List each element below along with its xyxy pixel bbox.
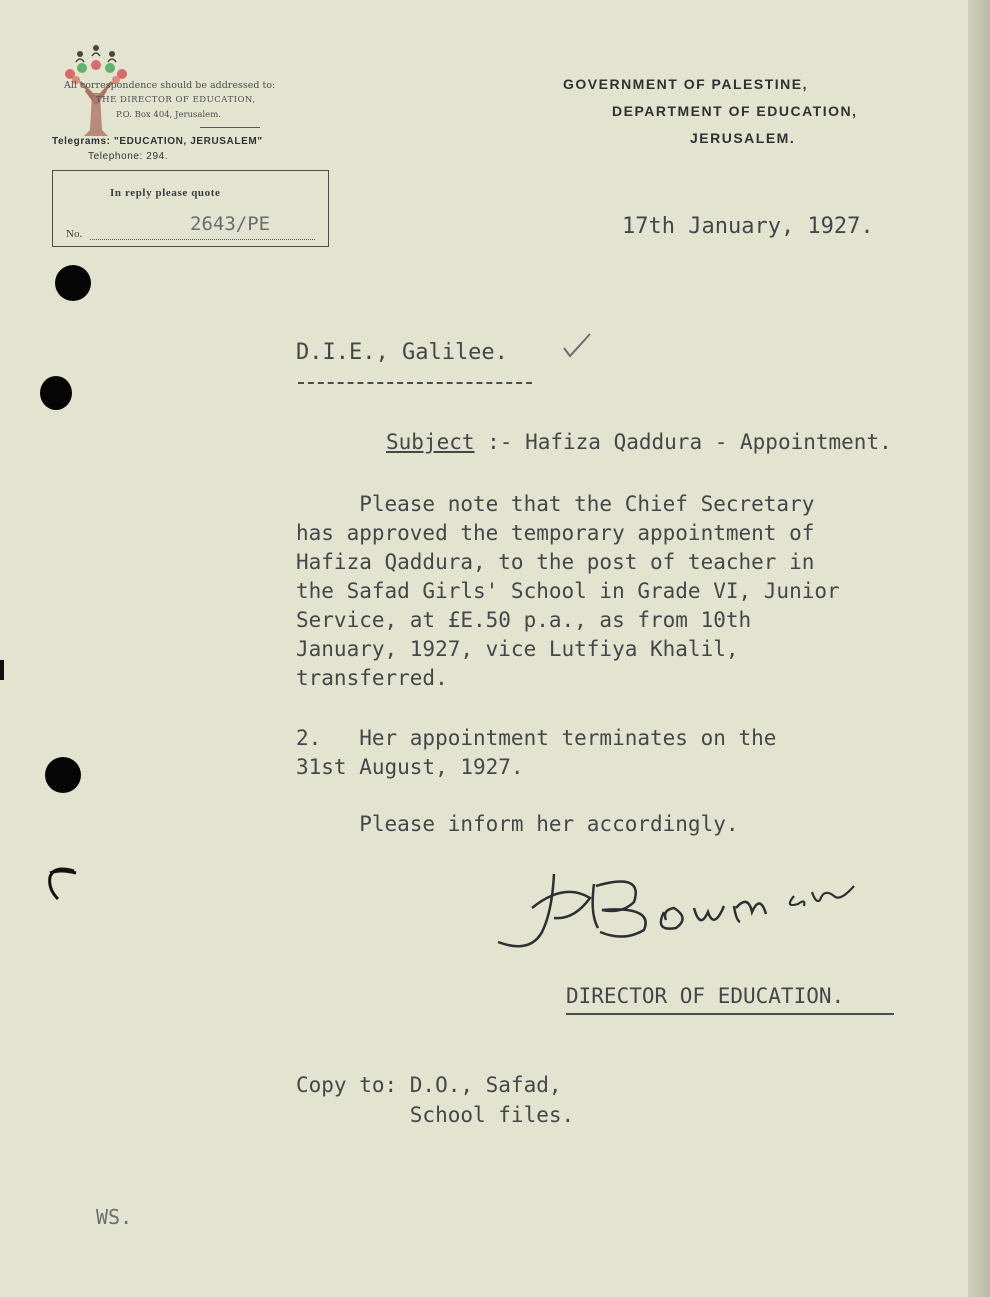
body-line: 31st August, 1927. [296,755,524,779]
body-line: the Safad Girls' School in Grade VI, Junior [296,579,840,603]
body-line: January, 1927, vice Lutfiya Khalil, [296,637,739,661]
body-paragraph-1 [296,490,840,693]
letterhead-address-line2: THE DIRECTOR OF EDUCATION, [96,95,256,105]
gov-header-line1: GOVERNMENT OF PALESTINE, [563,76,808,92]
edge-mark [0,660,4,680]
letterhead-divider [200,127,260,128]
reply-quote-label: In reply please quote [110,187,221,199]
handwritten-signature-icon [494,862,884,962]
signatory-underline [566,1013,894,1015]
punch-hole [40,376,72,410]
body-line: has approved the temporary appointment of [296,521,815,545]
body-line: Please note that the Chief Secretary [296,492,815,516]
letterhead-telephone: Telephone: 294. [88,151,169,162]
punch-hole [45,757,81,793]
gov-header-line2: DEPARTMENT OF EDUCATION, [612,103,858,119]
subject-text: :- Hafiza Qaddura - Appointment. [474,430,892,454]
body-line: Service, at £E.50 p.a., as from 10th [296,608,752,632]
reference-dotted-line [90,239,315,240]
body-paragraph-3: Please inform her accordingly. [296,812,739,836]
reference-no-label: No. [66,228,83,240]
tick-mark-icon [560,332,594,362]
letterhead-telegrams: Telegrams: "EDUCATION, JERUSALEM" [52,136,263,147]
reply-reference-box [52,170,329,247]
addressee-underline [298,382,532,384]
subject-label: Subject [386,430,475,454]
copy-to-line1: Copy to: D.O., Safad, [296,1073,562,1097]
letterhead-address-line1: All correspondence should be addressed to: [64,80,276,91]
copy-to-line2: School files. [296,1103,575,1127]
letter-date: 17th January, 1927. [622,214,874,239]
subject-line [386,430,892,454]
body-line: Hafiza Qaddura, to the post of teacher in [296,550,815,574]
reference-number: 2643/PE [190,213,271,235]
letterhead-address-line3: P.O. Box 404, Jerusalem. [116,110,221,120]
punch-hole [55,265,91,301]
typist-initials: WS. [96,1205,133,1229]
partial-punch-hole [44,863,80,903]
body-line: transferred. [296,666,448,690]
signature-area [494,862,884,962]
body-line: 2. Her appointment terminates on the [296,726,777,750]
signatory-title: DIRECTOR OF EDUCATION. [566,984,845,1008]
copy-to-block [296,1070,574,1130]
body-paragraph-2 [296,724,776,782]
addressee: D.I.E., Galilee. [296,340,508,365]
page-edge-shadow [968,0,990,1297]
gov-header-line3: JERUSALEM. [690,130,796,146]
